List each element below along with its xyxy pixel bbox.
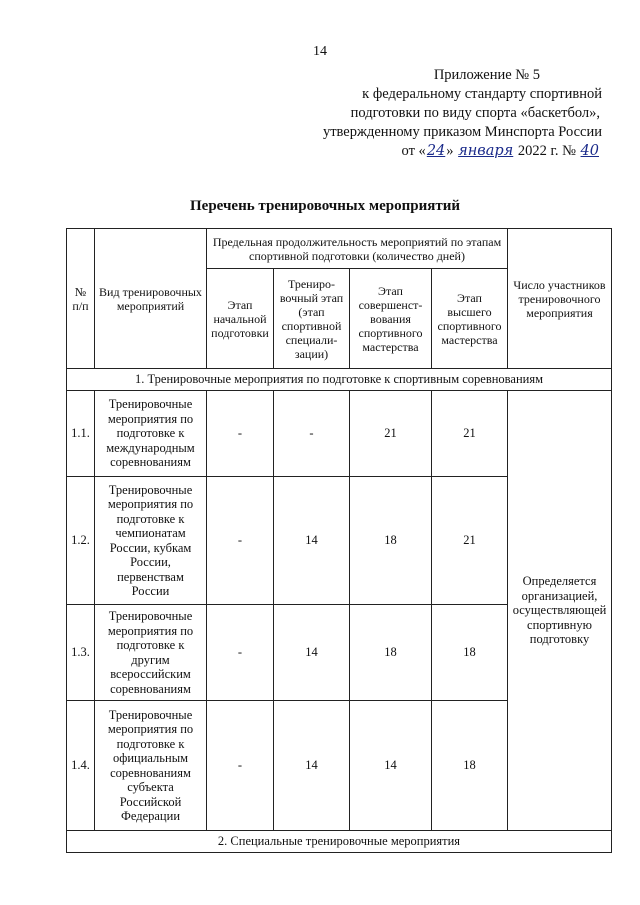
header-event-type: Вид тренировочных мероприятий: [95, 229, 207, 369]
appendix-title: Приложение № 5: [433, 67, 540, 83]
appendix-header: [302, 66, 602, 161]
row-num: 1.2.: [67, 477, 95, 605]
row-event-name: Тренировочные мероприятия по подготовке к официальным соревнованиям субъекта Российской Федерации: [95, 701, 207, 831]
date-mid: »: [446, 143, 454, 159]
row-event-name: Тренировочные мероприятия по подготовке к чемпионатам России, кубкам России, первенствам России: [95, 477, 207, 605]
row-stage-training: 14: [274, 477, 350, 605]
header-duration-group: Предельная продолжительность мероприятий по этапам спортивной подготовки (количество дней): [207, 229, 508, 269]
row-stage-initial: -: [207, 701, 274, 831]
header-stage-initial: Этап начальной подготовки: [207, 269, 274, 369]
order-date-line: [302, 142, 602, 161]
appendix-line-2: к федеральному стандарту спортивной: [362, 86, 602, 102]
row-stage-improvement: 21: [350, 391, 432, 477]
header-stage-training: Трениро-вочный этап (этап спортивной специали-зации): [274, 269, 350, 369]
row-stage-training: -: [274, 391, 350, 477]
row-stage-training: 14: [274, 605, 350, 701]
handwritten-day: 24: [426, 143, 446, 159]
row-stage-highest: 21: [432, 391, 508, 477]
row-event-name: Тренировочные мероприятия по подготовке к другим всероссийским соревнованиям: [95, 605, 207, 701]
section-2-heading: 2. Специальные тренировочные мероприятия: [67, 831, 612, 853]
row-event-name: Тренировочные мероприятия по подготовке к международным соревнованиям: [95, 391, 207, 477]
row-stage-highest: 21: [432, 477, 508, 605]
row-num: 1.3.: [67, 605, 95, 701]
section-1-heading: 1. Тренировочные мероприятия по подготовке к спортивным соревнованиям: [67, 369, 612, 391]
row-stage-training: 14: [274, 701, 350, 831]
header-num: № п/п: [67, 229, 95, 369]
row-stage-initial: -: [207, 477, 274, 605]
row-num: 1.4.: [67, 701, 95, 831]
table-row: [67, 391, 612, 477]
row-stage-initial: -: [207, 391, 274, 477]
date-year: 2022 г. №: [517, 143, 576, 159]
row-num: 1.1.: [67, 391, 95, 477]
participants-value: Определяется организацией, осуществляющей спортивную подготовку: [508, 391, 612, 831]
row-stage-improvement: 14: [350, 701, 432, 831]
header-stage-highest: Этап высшего спортивного мастерства: [432, 269, 508, 369]
appendix-line-4: утвержденному приказом Минспорта России: [322, 124, 602, 140]
handwritten-month: января: [458, 143, 514, 159]
header-stage-improvement: Этап совершенст-вования спортивного мастерства: [350, 269, 432, 369]
document-title: Перечень тренировочных мероприятий: [190, 198, 460, 214]
row-stage-highest: 18: [432, 605, 508, 701]
row-stage-improvement: 18: [350, 477, 432, 605]
appendix-line-3: подготовки по виду спорта «баскетбол»,: [350, 105, 600, 121]
page-number: 14: [313, 44, 327, 59]
row-stage-highest: 18: [432, 701, 508, 831]
date-prefix: от «: [401, 143, 426, 159]
training-events-table: [66, 228, 612, 853]
row-stage-initial: -: [207, 605, 274, 701]
row-stage-improvement: 18: [350, 605, 432, 701]
handwritten-number: 40: [580, 143, 599, 159]
header-participants: Число участников тренировочного мероприятия: [508, 229, 612, 369]
